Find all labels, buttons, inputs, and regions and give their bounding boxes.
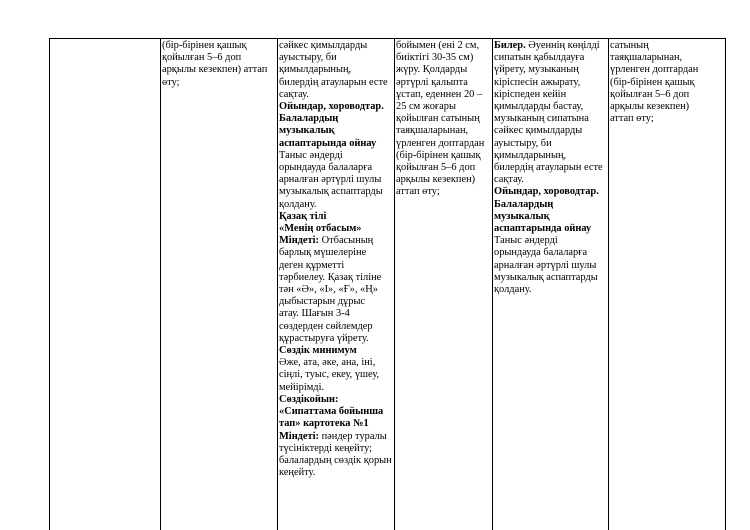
column-divider-5 (608, 38, 609, 530)
table-cell-col3 (279, 40, 393, 479)
text-run: сатының таяқшаларынан, үрленген доптардан (бір-бірінен қашық қойылған 5–6 доп арқылы кезекпен) аттап өту; (610, 40, 699, 125)
cell-paragraph (162, 40, 275, 89)
table-cell-col2 (162, 40, 275, 89)
table-cell-col5 (494, 40, 607, 296)
table-border-right (725, 38, 726, 530)
column-divider-4 (492, 38, 493, 530)
cell-paragraph (494, 52, 607, 186)
text-run: Әже, ата, әке, ана, іні, сіңлі, туыс, екеу, үшеу, мейірімді. (279, 357, 380, 393)
column-divider-2 (277, 38, 278, 530)
cell-paragraph (279, 357, 393, 394)
table-border-left (49, 38, 50, 530)
bold-text-run: Ойындар, хороводтар. Балалардың музыкалық аспаптарында ойнау (494, 186, 599, 235)
text-run: бойымен (ені 2 см, биіктігі 30-35 см) жүру. Қолдарды әртүрлі қалыпта ұстап, еденнен 20 – 25 см жоғары қойылған сатының таяқшаларынан, үрленген доптардан (бір-бірінен қашық қойылған 5–6 доп арқылы кезекпен) аттап өту; (396, 40, 485, 198)
cell-paragraph (279, 431, 393, 443)
schedule-table (49, 38, 726, 530)
text-run: Әуеннің көңілді (528, 40, 600, 51)
bold-text-run: Сөздікойын: «Сипаттама бойынша тап» картотека №1 (279, 393, 384, 430)
cell-paragraph (279, 211, 393, 235)
cell-paragraph (279, 101, 393, 150)
bold-text-run: Билер. (494, 40, 529, 51)
bold-text-run: Ойындар, хороводтар. Балалардың музыкалық аспаптарында ойнау (279, 101, 384, 149)
cell-paragraph (279, 247, 393, 345)
cell-paragraph (279, 394, 393, 431)
text-run: сипатын қабылдауға үйрету, музыканың кіріспесін ажырату, кіріспеден кейін қимылдарды бастау, музыканың сипатына сәйкес қимылдарды ауыстыру, би қимылдарының, билердің атауларын есте сақтау. (494, 52, 603, 186)
cell-paragraph (494, 40, 607, 52)
column-divider-1 (160, 38, 161, 530)
column-divider-3 (394, 38, 395, 530)
cell-paragraph (610, 40, 723, 125)
text-run: Отбасының (321, 235, 374, 247)
cell-paragraph (279, 40, 393, 101)
table-cell-col6 (610, 40, 723, 125)
text-run: Таныс әндерді орындауда балаларға арналған әртүрлі шулы музыкалық аспаптарды қолдану. (494, 235, 598, 296)
cell-paragraph (396, 40, 491, 199)
table-cell-col4 (396, 40, 491, 199)
text-run: (бір-бірінен қашық қойылған 5–6 доп арқылы кезекпен) аттап өту; (162, 40, 268, 88)
text-run: барлық мүшелеріне деген құрметті тәрбиелеу. Қазақ тіліне тән «Ә», «І», «Ғ», «Ң» дыбыстарын дұрыс атау. Шағын 3-4 сөздерден сөйлемдер құрастыруға үйрету. (279, 247, 382, 344)
table-top-border (49, 38, 726, 39)
cell-paragraph (279, 150, 393, 211)
cell-paragraph (494, 235, 607, 296)
text-run: түсініктерді кеңейту; балалардың сөздік қорын кеңейту. (279, 442, 392, 479)
bold-text-run: Міндеті: (279, 235, 322, 247)
text-run: Таныс әндерді орындауда балаларға арналған әртүрлі шулы музыкалық аспаптарды қолдану. (279, 149, 383, 210)
bold-text-run: Сөздік минимум (279, 345, 357, 357)
cell-paragraph (279, 235, 393, 247)
cell-paragraph (279, 345, 393, 357)
bold-text-run: Міндеті: (279, 430, 322, 442)
cell-paragraph (279, 443, 393, 480)
text-run: пәндер туралы (321, 430, 387, 442)
text-run: сәйкес қимылдарды ауыстыру, би қимылдарының, билердің атауларын есте сақтау. (279, 40, 388, 100)
bold-text-run: Қазақ тілі «Менің отбасым» (279, 210, 362, 235)
cell-paragraph (494, 186, 607, 235)
